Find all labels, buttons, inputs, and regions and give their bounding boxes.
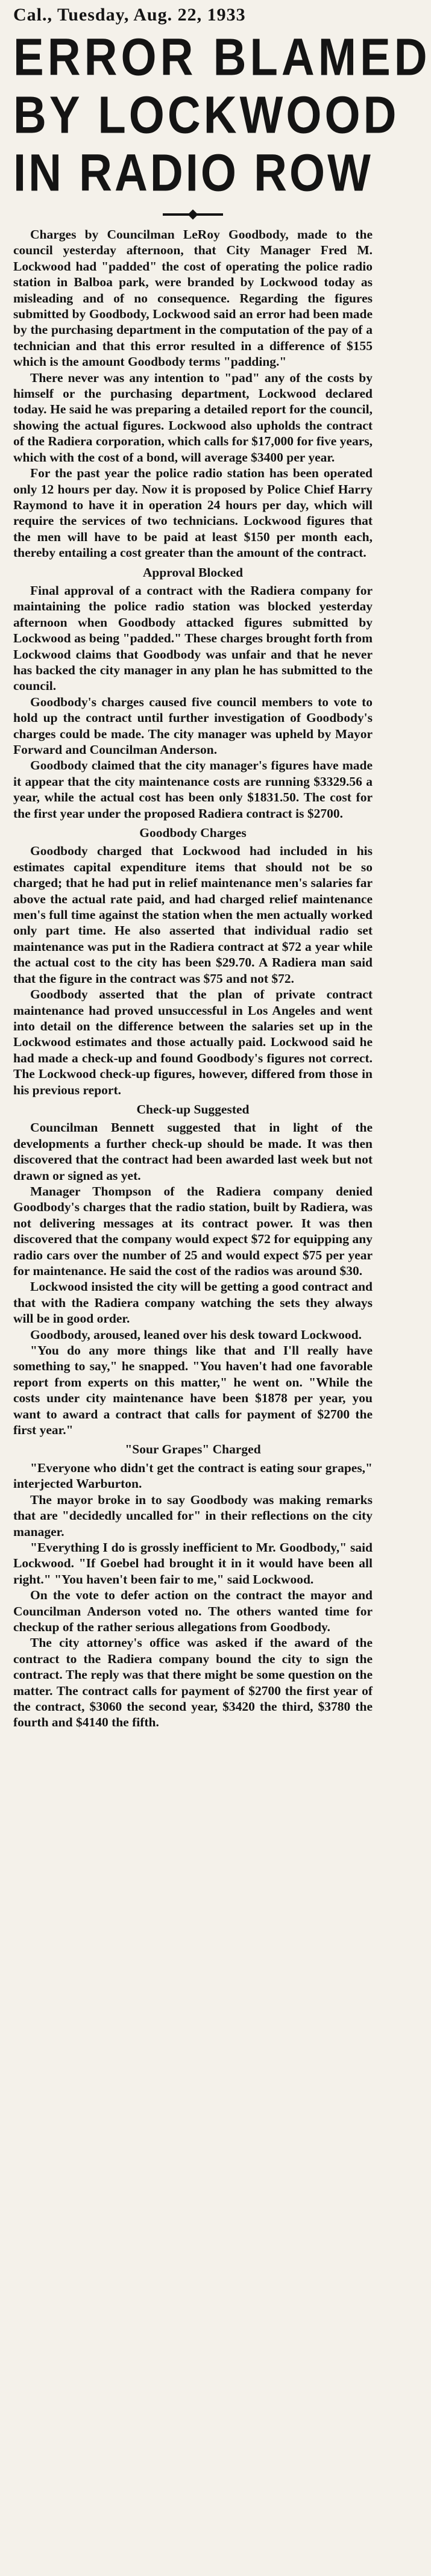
article-paragraph: Goodbody, aroused, leaned over his desk toward Lockwood.	[30, 1327, 362, 1342]
article-paragraph: Goodbody charged that Lockwood had included in his estimates capital expenditure items that should not be so charged; that he had put in relief maintenance men's salaries far above the actual rate paid, and had charged relief maintenance men's full time against the station when the men actually worked only part time. He also asserted that individual radio set maintenance was put in the Radiera contract at $72 a year while the actual cost to the city has been $29.70. A Radiera man said that the figure in the contract was $75 and not $72.	[13, 844, 373, 986]
article-paragraph: The mayor broke in to say Goodbody was making remarks that are "decidedly uncalled for" in their reflections on the city manager.	[13, 1492, 373, 1539]
headline-line-1: ERROR BLAMED	[13, 28, 431, 87]
article-paragraph: There never was any intention to "pad" any of the costs by himself or the purchasing department, Lockwood declared today. He said he was preparing a detailed report for the council, showing the actual figures. Lockwood also upholds the contract of the Radiera corporation, which calls for $17,000 for five years, which with the cost of a bond, will average $3400 per year.	[13, 370, 373, 465]
article-paragraph: Lockwood insisted the city will be getting a good contract and that with the Radiera company watching the sets they always will be in good order.	[13, 1279, 373, 1326]
subhead-sour-grapes: "Sour Grapes" Charged	[125, 1442, 261, 1457]
article-paragraph: "You do any more things like that and I'll really have something to say," he snapped. "You haven't had one favorable report from experts on this matter," he went on. "While the costs under city maintenance have been $1878 per year, you want to award a contract that calls for payment of $2700 the first year."	[13, 1343, 373, 1438]
article-paragraph: "Everything I do is grossly inefficient to Mr. Goodbody," said Lockwood. "If Goebel had brought it in it would have been all right." "You haven't been fair to me," said Lockwood.	[13, 1540, 373, 1587]
article-paragraph: Councilman Bennett suggested that in light of the developments a further check-up should be made. It was then discovered that the contract had been awarded last week but not drawn or signed as yet.	[13, 1120, 373, 1183]
subhead-goodbody-charges: Goodbody Charges	[139, 826, 247, 841]
headline-divider	[163, 213, 223, 216]
headline-line-3: IN RADIO ROW	[13, 143, 373, 202]
article-paragraph: Goodbody asserted that the plan of private contract maintenance had proved unsuccessful in Los Angeles and went into detail on the difference between the salaries set up in the Lockwood estimates and those actually paid. Lockwood said he had made a check-up and found Goodbody's figures not correct. The Lockwood check-up figures, however, differed from those in his previous report.	[13, 987, 373, 1097]
subhead-approval-blocked: Approval Blocked	[142, 565, 244, 580]
article-paragraph: Goodbody claimed that the city manager's figures have made it appear that the city maintenance costs are running $3329.56 a year, while the actual cost has been only $1831.50. The cost for the first year under the proposed Radiera contract is $2700.	[13, 758, 373, 821]
headline-line-2: BY LOCKWOOD	[13, 86, 400, 145]
article-paragraph: Manager Thompson of the Radiera company denied Goodbody's charges that the radio station, built by Radiera, was not delivering messages at its contract power. It was then discovered that the company would expect $72 for equipping any radio cars over the number of 25 and would expect $75 per year for maintenance. He said the cost of the radios was around $30.	[13, 1183, 373, 1278]
article-paragraph: Final approval of a contract with the Radiera company for maintaining the police radio station was blocked yesterday afternoon when Goodbody attacked figures submitted by Lockwood as being "padded." These charges brought forth from Lockwood claims that Goodbody was unfair and that he never has backed the city manager in any plan he has submitted to the council.	[13, 583, 373, 694]
headline	[13, 28, 431, 202]
newspaper-clipping	[13, 0, 431, 2576]
article-paragraph: Goodbody's charges caused five council members to vote to hold up the contract until further investigation of Goodbody's charges could be made. The city manager was upheld by Mayor Forward and Councilman Anderson.	[13, 694, 373, 757]
article-paragraph: For the past year the police radio station has been operated only 12 hours per day. Now it is proposed by Police Chief Harry Raymond to have it in operation 24 hours per day, which will require the services of two technicians. Lockwood figures that the men will have to be paid at least $150 per month each, thereby entailing a cost greater than the amount of the contract.	[13, 466, 373, 560]
article-paragraph: The city attorney's office was asked if the award of the contract to the Radiera company bound the city to sign the contract. The reply was that there might be some question on the matter. The contract calls for payment of $2700 the first year of the contract, $3060 the second year, $3420 the third, $3780 the fourth and $4140 the fifth.	[13, 1635, 373, 1730]
article-paragraph: On the vote to defer action on the contract the mayor and Councilman Anderson voted no. The others wanted time for checkup of the rather serious allegations from Goodbody.	[13, 1588, 373, 1634]
article-paragraph: "Everyone who didn't get the contract is eating sour grapes," interjected Warburton.	[13, 1460, 373, 1491]
subhead-check-up-suggested: Check-up Suggested	[136, 1102, 250, 1117]
article-body	[13, 227, 373, 2565]
article-paragraph: Charges by Councilman LeRoy Goodbody, made to the council yesterday afternoon, that City Manager Fred M. Lockwood had "padded" the cost of operating the police radio station in Balboa park, were branded by Lockwood today as misleading and of no consequence. Regarding the figures submitted by Goodbody, Lockwood said an error had been made by the purchasing department in the computation of the pay of a technician and that this error resulted in a difference of $155 which is the amount Goodbody terms "padding."	[13, 227, 373, 369]
dateline: Cal., Tuesday, Aug. 22, 1933	[13, 5, 246, 25]
